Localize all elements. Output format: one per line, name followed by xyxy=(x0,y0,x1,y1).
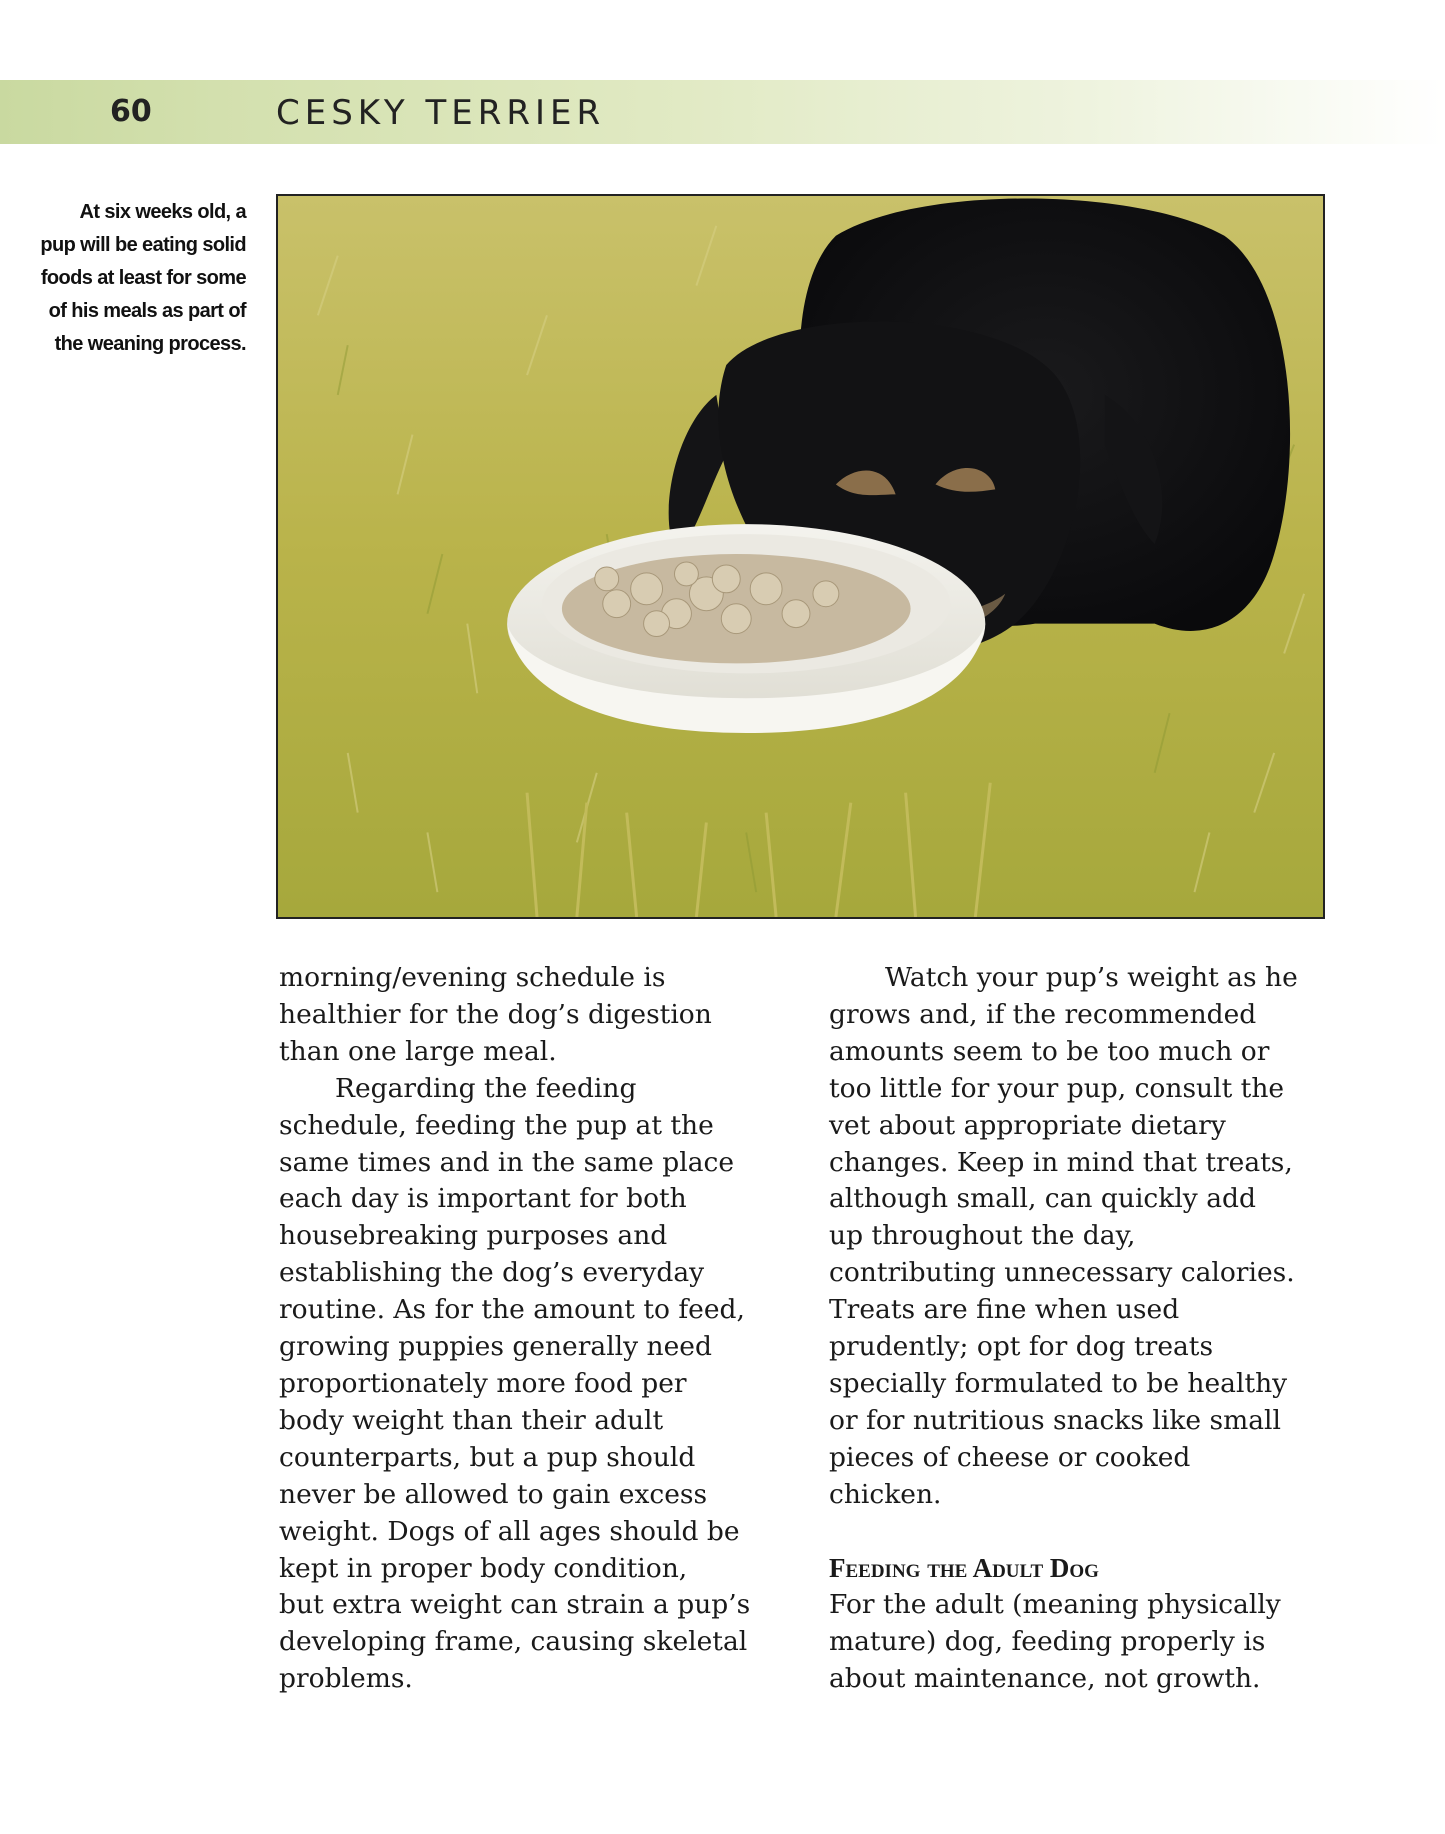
body-line: Watch your pup’s weight as he xyxy=(885,962,1298,993)
body-line: but extra weight can strain a pup’s xyxy=(279,1589,751,1621)
body-line: developing frame, causing skeletal xyxy=(279,1626,748,1658)
body-line: healthier for the dog’s digestion xyxy=(279,998,712,1030)
body-line: grows and, if the recommended xyxy=(829,998,1257,1030)
left-column xyxy=(279,960,799,1698)
body-line: same times and in the same place xyxy=(279,1146,735,1178)
body-line: amounts seem to be too much or xyxy=(829,1035,1270,1067)
body-line: never be allowed to gain excess xyxy=(279,1478,708,1510)
body-line: although small, can quickly add xyxy=(829,1183,1256,1215)
body-line: prudently; opt for dog treats xyxy=(829,1331,1214,1363)
body-line: about maintenance, not growth. xyxy=(829,1663,1261,1695)
body-line: proportionately more food per xyxy=(279,1367,687,1399)
body-line: schedule, feeding the pup at the xyxy=(279,1109,714,1141)
body-line: mature) dog, feeding properly is xyxy=(829,1626,1266,1658)
body-line: weight. Dogs of all ages should be xyxy=(279,1515,740,1547)
body-line: establishing the dog’s everyday xyxy=(279,1257,705,1289)
body-line: housebreaking purposes and xyxy=(279,1220,668,1252)
page-number: 60 xyxy=(110,94,152,129)
body-line: body weight than their adult xyxy=(279,1404,664,1436)
body-line: problems. xyxy=(279,1663,413,1695)
body-line: specially formulated to be healthy xyxy=(829,1367,1288,1399)
body-line: routine. As for the amount to feed, xyxy=(279,1294,745,1326)
right-column xyxy=(829,960,1349,1698)
body-line: For the adult (meaning physically xyxy=(829,1589,1281,1621)
body-line: than one large meal. xyxy=(279,1035,557,1067)
body-line: kept in proper body condition, xyxy=(279,1552,688,1584)
body-line: pieces of cheese or cooked xyxy=(829,1441,1191,1473)
figure-caption: At six weeks old, a pup will be eating solid foods at least for some of his meals as part of the weaning process. xyxy=(40,201,246,355)
section-subheading: Feeding the Adult Dog xyxy=(829,1553,1099,1584)
puppy-illustration xyxy=(278,196,1323,917)
body-line: vet about appropriate dietary xyxy=(829,1109,1226,1141)
header-band xyxy=(0,80,1445,144)
body-line: too little for your pup, consult the xyxy=(829,1072,1285,1104)
body-line: contributing unnecessary calories. xyxy=(829,1257,1295,1289)
body-line: Regarding the feeding xyxy=(335,1072,637,1104)
body-line: or for nutritious snacks like small xyxy=(829,1404,1281,1436)
body-line: changes. Keep in mind that treats, xyxy=(829,1146,1293,1178)
body-line: morning/evening schedule is xyxy=(279,962,666,993)
body-line: counterparts, but a pup should xyxy=(279,1441,696,1473)
body-line: Treats are fine when used xyxy=(829,1294,1180,1326)
puppy-photo xyxy=(276,194,1325,919)
running-title: CESKY TERRIER xyxy=(276,93,606,133)
body-line: up throughout the day, xyxy=(829,1220,1136,1252)
body-line: each day is important for both xyxy=(279,1183,687,1215)
body-line: growing puppies generally need xyxy=(279,1331,712,1363)
body-line: chicken. xyxy=(829,1478,942,1510)
